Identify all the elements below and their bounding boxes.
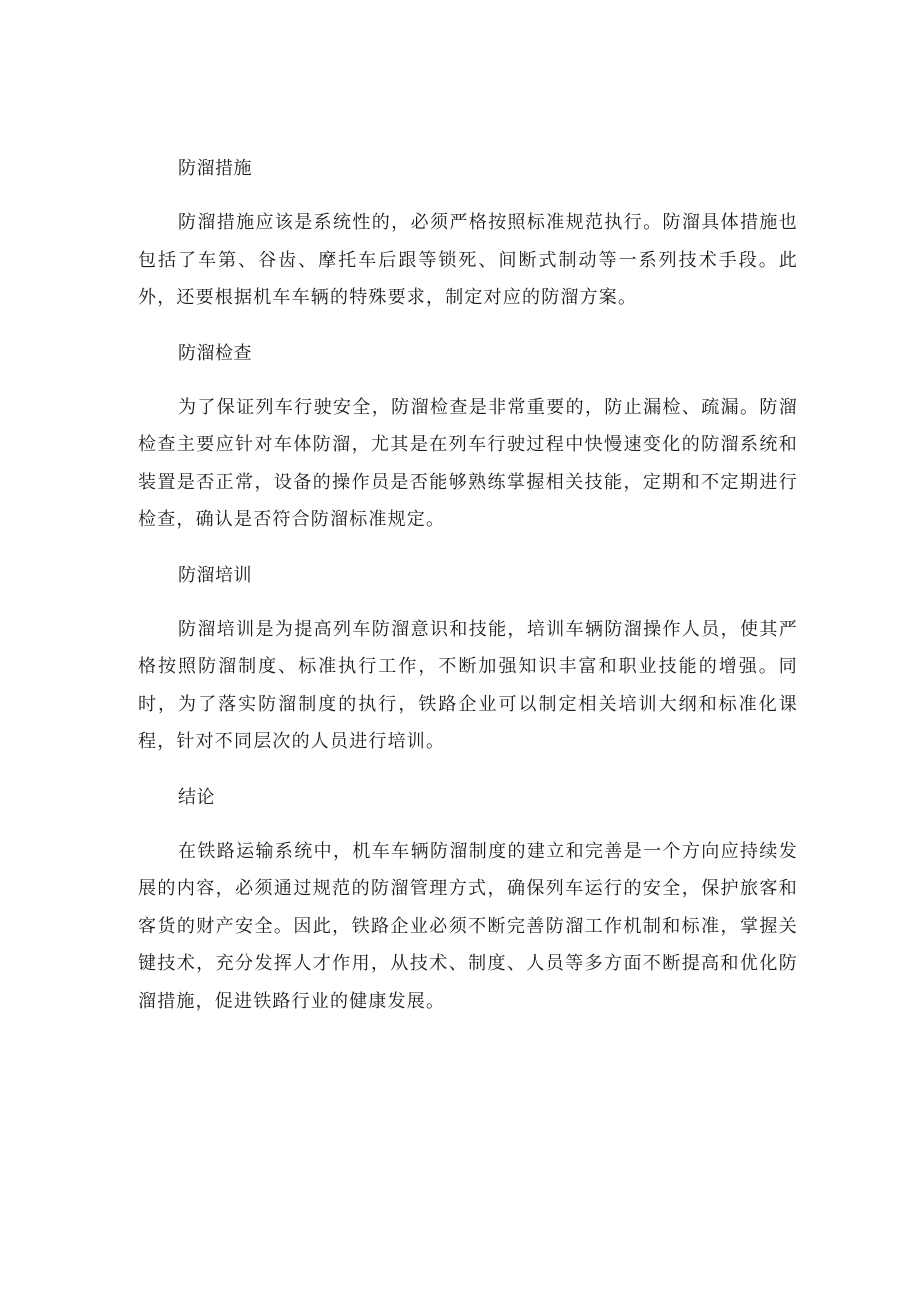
spacer	[138, 761, 798, 779]
section-heading-anti-slip-measures: 防溜措施	[178, 158, 252, 179]
spacer	[138, 317, 798, 335]
spacer	[138, 373, 798, 389]
spacer	[138, 539, 798, 557]
section-heading-conclusion: 结论	[178, 786, 215, 808]
section-heading-anti-slip-inspection: 防溜检查	[178, 342, 252, 364]
section-heading-anti-slip-training: 防溜培训	[178, 564, 252, 586]
spacer	[138, 817, 798, 833]
spacer	[138, 595, 798, 611]
section-paragraph-anti-slip-training: 防溜培训是为提高列车防溜意识和技能，培训车辆防溜操作人员，使其严格按照防溜制度、标准执行工作，不断加强知识丰富和职业技能的增强。同时，为了落实防溜制度的执行，铁路企业可以制定相关培训大纲和标准化课程，针对不同层次的人员进行培训。	[138, 618, 798, 752]
section-paragraph-anti-slip-inspection: 为了保证列车行驶安全，防溜检查是非常重要的，防止漏检、疏漏。防溜检查主要应针对车体防溜，尤其是在列车行驶过程中快慢速变化的防溜系统和装置是否正常，设备的操作员是否能够熟练掌握相关技能，定期和不定期进行检查，确认是否符合防溜标准规定。	[138, 396, 798, 530]
section-paragraph-anti-slip-measures: 防溜措施应该是系统性的，必须严格按照标准规范执行。防溜具体措施也包括了车第、谷齿、摩托车后跟等锁死、间断式制动等一系列技术手段。此外，还要根据机车车辆的特殊要求，制定对应的防溜方案。	[138, 212, 798, 308]
document-body	[138, 150, 798, 1020]
spacer	[138, 188, 798, 204]
section-paragraph-conclusion: 在铁路运输系统中，机车车辆防溜制度的建立和完善是一个方向应持续发展的内容，必须通过规范的防溜管理方式，确保列车运行的安全，保护旅客和客货的财产安全。因此，铁路企业必须不断完善防溜工作机制和标准，掌握关键技术，充分发挥人才作用，从技术、制度、人员等多方面不断提高和优化防溜措施，促进铁路行业的健康发展。	[138, 840, 798, 1012]
